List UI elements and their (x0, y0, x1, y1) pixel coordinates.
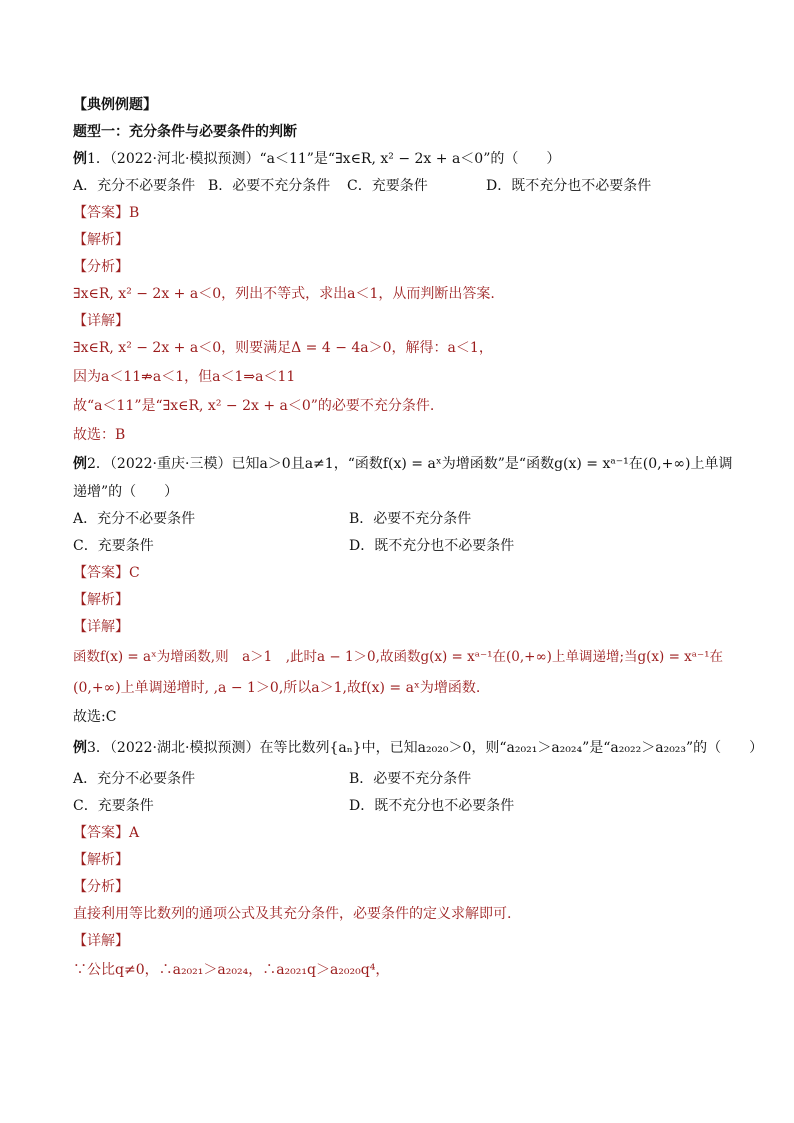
example-2-label: 例 (73, 456, 87, 472)
example-1-text: （2022·河北·模拟预测）“a＜11”是“∃x∈R, x² − 2x + a＜0”的（ ） (109, 151, 561, 167)
example-3-stem (73, 738, 763, 758)
example-3-answer: 【答案】A (73, 825, 140, 841)
example-3-detail-line-1: ∵公比q≠0，∴a₂₀₂₁＞a₂₀₂₄，∴a₂₀₂₁q＞a₂₀₂₀q⁴， (73, 962, 390, 978)
example-1-label: 例 (73, 151, 87, 167)
example-1-answer: 【答案】B (73, 205, 140, 221)
example-1-option-d: D．既不充分也不必要条件 (486, 178, 652, 194)
example-2-detail-line-1: 函数f(x) = aˣ为增函数,则 a＞1 ,此时a − 1＞0,故函数g(x) = xᵃ⁻¹在(0,+∞)上单调递增;当g(x) = xᵃ⁻¹在 (73, 649, 724, 665)
example-2-option-c: C．充要条件 (73, 538, 154, 554)
example-2-detail-label: 【详解】 (73, 619, 129, 635)
example-1-fenxi-label: 【分析】 (73, 259, 129, 275)
example-1-option-b: B．必要不充分条件 (208, 178, 331, 194)
example-1-option-c: C．充要条件 (347, 178, 428, 194)
example-3-option-b: B．必要不充分条件 (349, 771, 472, 787)
example-1-choose: 故选：B (73, 427, 126, 443)
example-2-answer: 【答案】C (73, 565, 140, 581)
example-2-choose: 故选:C (73, 709, 117, 725)
example-2-option-a: A．充分不必要条件 (73, 511, 196, 527)
section-header: 【典例例题】 (73, 97, 157, 113)
example-3-option-d: D．既不充分也不必要条件 (349, 798, 515, 814)
example-1-number: 1． (87, 151, 110, 167)
example-3-text: （2022·湖北·模拟预测）在等比数列{aₙ}中，已知a₂₀₂₀＞0，则“a₂₀₂₁＞a₂₀₂₄”是“a₂₀₂₂＞a₂₀₂₃”的（ ） (109, 740, 764, 756)
example-3-option-a: A．充分不必要条件 (73, 771, 196, 787)
example-1-detail-line-3: 故“a＜11”是“∃x∈R, x² − 2x + a＜0”的必要不充分条件. (73, 398, 435, 414)
example-2-stem-line-2: 递增”的（ ） (73, 484, 179, 500)
example-1-detail-line-1: ∃x∈R, x² − 2x + a＜0，则要满足Δ = 4 − 4a＞0，解得：a＜1， (73, 340, 493, 356)
example-3-number: 3． (87, 740, 110, 756)
example-1-stem (73, 149, 560, 169)
example-2-option-b: B．必要不充分条件 (349, 511, 472, 527)
example-2-analysis-label: 【解析】 (73, 592, 129, 608)
type-title: 题型一：充分条件与必要条件的判断 (73, 124, 297, 140)
example-3-label: 例 (73, 740, 87, 756)
example-3-option-c: C．充要条件 (73, 798, 154, 814)
example-2-options-row-1 (73, 509, 733, 529)
example-3-analysis-label: 【解析】 (73, 852, 129, 868)
example-1-detail-line-2: 因为a＜11⇏a＜1，但a＜1⇒a＜11 (73, 369, 296, 385)
example-1-options (73, 176, 733, 196)
example-1-detail-label: 【详解】 (73, 313, 129, 329)
example-1-analysis-label: 【解析】 (73, 232, 129, 248)
example-3-fenxi-label: 【分析】 (73, 879, 129, 895)
example-2-stem-line-1 (73, 454, 732, 474)
example-3-options-row-1 (73, 769, 733, 789)
example-1-option-a: A．充分不必要条件 (73, 178, 196, 194)
example-2-detail-line-2: (0,+∞)上单调递增时, ,a − 1＞0,所以a＞1,故f(x) = aˣ为增函数. (73, 680, 481, 696)
example-3-detail-label: 【详解】 (73, 933, 129, 949)
example-3-options-row-2 (73, 796, 733, 816)
example-3-fenxi-text: 直接利用等比数列的通项公式及其充分条件，必要条件的定义求解即可. (73, 906, 512, 922)
example-1-fenxi-text: ∃x∈R, x² − 2x + a＜0，列出不等式，求出a＜1，从而判断出答案. (73, 286, 495, 302)
example-2-options-row-2 (73, 536, 733, 556)
example-2-number: 2． (87, 456, 110, 472)
example-2-option-d: D．既不充分也不必要条件 (349, 538, 515, 554)
example-2-text: （2022·重庆·三模）已知a＞0且a≠1，“函数f(x) = aˣ为增函数”是“函数g(x) = xᵃ⁻¹在(0,+∞)上单调 (109, 456, 733, 472)
